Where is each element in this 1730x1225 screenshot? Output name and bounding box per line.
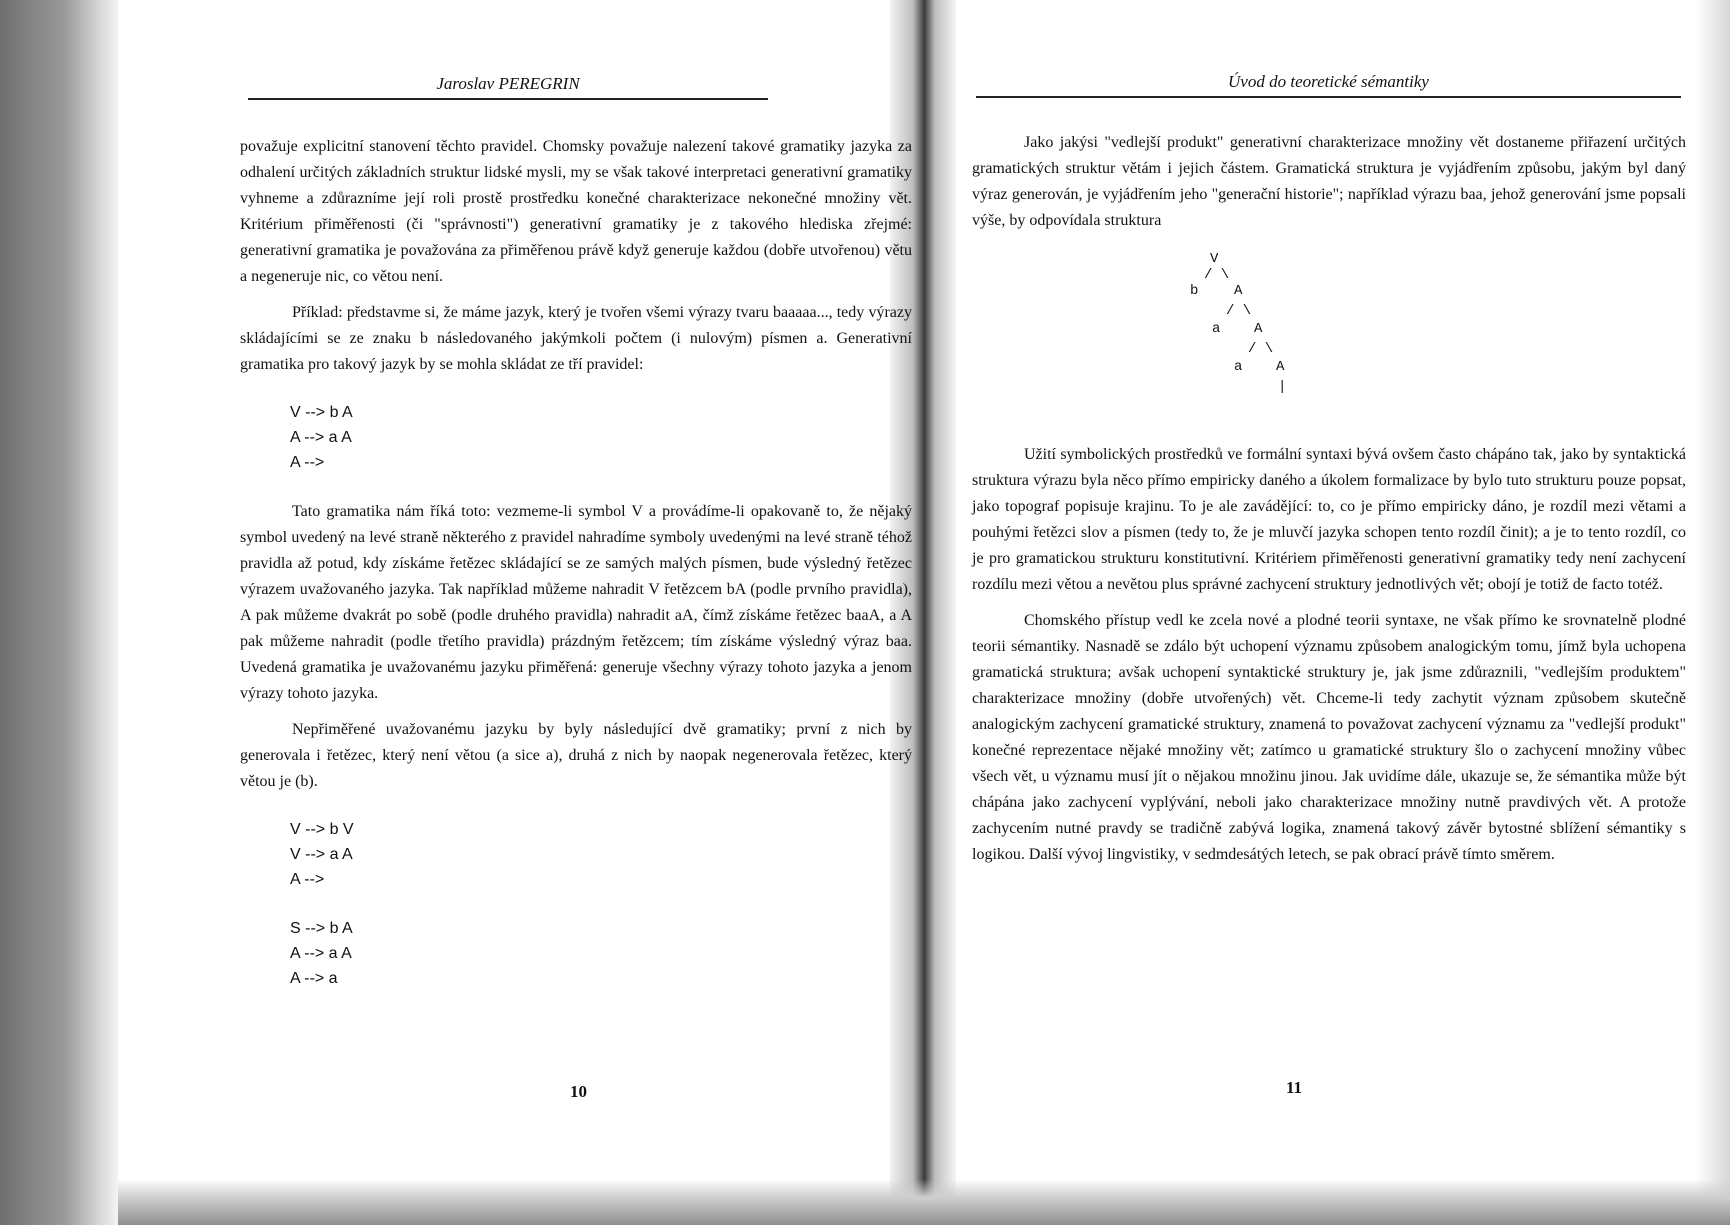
grammar-rule: A --> a A: [290, 429, 352, 446]
tree-node: a: [1234, 359, 1243, 375]
tree-branch: / \: [1248, 341, 1274, 357]
grammar-rule: A -->: [290, 454, 325, 471]
scan-shadow-right: [1696, 0, 1730, 1225]
right-body: [972, 130, 1686, 868]
paragraph: Tato gramatika nám říká toto: vezmeme-li symbol V a provádíme-li opakovaně to, že nějaký symbol uvedený na levé straně některého z pravidel nahradíme symboly uvedenými na levé straně téhož pravidla až potud, kdy získáme řetězec skládající se ze samých malých písmen, bude výsledný řetězec výrazem uvažovaného jazyka. Tak například můžeme nahradit V řetězcem bA (podle prvního pravidla), A pak můžeme dvakrát po sobě (podle druhého pravidla) nahradit aA, čímž získáme řetězec baaA, a A pak můžeme nahradit (podle třetího pravidla) prázdným řetězcem; tím získáme výsledný výraz baa. Uvedená gramatika je uvažovanému jazyku přiměřená: generuje všechny výrazy tohoto jazyka a jenom výrazy tohoto jazyka.: [240, 503, 912, 702]
grammar-rule: V --> b V: [290, 821, 354, 838]
right-head-rule: [976, 96, 1681, 98]
syntax-tree: [972, 246, 1686, 422]
scan-shadow-bottom: [118, 1179, 1730, 1225]
right-running-head: Úvod do teoretické sémantiky: [1228, 72, 1429, 91]
scan-shadow-left: [0, 0, 118, 1225]
grammar-rules-1: [290, 400, 912, 475]
paragraph: Užití symbolických prostředků ve formální syntaxi bývá ovšem často chápáno tak, jako by syntaktická struktura výrazu byla něco přímo empiricky daného a úkolem formalizace by bylo tuto strukturu pouze popsat, jako topograf popisuje krajinu. To je ale zavádějící: to, co je přímo empiricky dáno, je rozdíl mezi větami a pouhými řetězci slov a písmen (tedy to, že je mluvčí jazyka schopen tento rozdíl činit); a je to tento rozdíl, co je pro gramatickou strukturu konstitutivní. Kritériem přiměřenosti generativní gramatiky tedy není zachycení rozdílu mezi větou a nevětou plus správné zachycení struktury jednotlivých vět; obojí je totiž de facto totéž.: [972, 446, 1686, 593]
grammar-rule: V --> a A: [290, 846, 353, 863]
tree-branch: |: [1278, 379, 1287, 395]
left-head-rule: [248, 98, 768, 100]
grammar-rule: S --> b A: [290, 920, 353, 937]
grammar-rule: A -->: [290, 871, 325, 888]
paragraph: Nepřiměřené uvažovanému jazyku by byly následující dvě gramatiky; první z nich by generovala i řetězec, který není větou (a sice a), druhá z nich by naopak negenerovala řetězec, který větou je (b).: [240, 721, 912, 790]
right-page: [956, 0, 1696, 1180]
grammar-rule: V --> b A: [290, 404, 353, 421]
right-page-number: 11: [1286, 1078, 1303, 1097]
paragraph: Příklad: představme si, že máme jazyk, který je tvořen všemi výrazy tvaru baaaaa..., tedy výrazy skládajícími se ze znaku b následovaného jakýmkoli počtem (i nulovým) písmen a. Generativní gramatika pro takový jazyk by se mohla skládat ze tří pravidel:: [240, 304, 912, 373]
tree-node: A: [1234, 283, 1243, 299]
left-body: [240, 134, 912, 1015]
grammar-rule: A --> a: [290, 970, 338, 987]
tree-node: A: [1254, 321, 1263, 337]
left-page-number: 10: [570, 1082, 587, 1101]
paragraph: Chomského přístup vedl ke zcela nové a plodné teorii syntaxe, ne však přímo ke srovnatelně plodné teorii sémantiky. Nasnadě se zdálo být uchopení významu způsobem analogickým tomu, jímž byla uchopena gramatická struktura; avšak uchopení syntaktické struktury je, jak jsme zdůraznili, "vedlejším produktem" charakterizace množiny (dobře utvořených) vět. Chceme-li tedy zachytit význam způsobem skutečně analogickým zachycení gramatické struktury, znamená to považovat zachycení významu za "vedlejší produkt" konečné reprezentace nějaké množiny vět; zatímco u gramatické struktury šlo o zachycení množiny vůbec všech vět, u významu musí jít o nějakou množinu jinou. Jak uvidíme dále, ukazuje se, že sémantika může být chápána jako zachycení vyplývání, neboli jako charakterizace množiny nutně pravdivých vět. A protože zachycením nutné pravdy se tradičně zabývá logika, znamená takový závěr bytostné sblížení sémantiky s logikou. Další vývoj lingvistiky, v sedmdesátých letech, se pak obrací právě tímto směrem.: [972, 612, 1686, 863]
paragraph: považuje explicitní stanovení těchto pravidel. Chomsky považuje nalezení takové gramatiky jazyka za odhalení určitých základních struktur lidské mysli, my se však takové interpretaci generativní gramatiky vyhneme a zdůrazníme její roli prostě prostředku konečné charakterizace nekonečné množiny vět. Kritérium přiměřenosti (či "správnosti") generativní gramatiky je z takového hlediska zřejmé: generativní gramatika je považována za přiměřenou právě když generuje každou (dobře utvořenou) větu a negeneruje nic, co větou není.: [240, 138, 912, 285]
tree-node: a: [1212, 321, 1221, 337]
grammar-rule: A --> a A: [290, 945, 352, 962]
tree-node: A: [1276, 359, 1285, 375]
tree-branch: / \: [1204, 267, 1230, 283]
grammar-rules-2: [290, 817, 912, 892]
tree-node: V: [1210, 251, 1219, 267]
grammar-rules-3: [290, 916, 912, 991]
left-page: [118, 0, 912, 1180]
tree-branch: / \: [1226, 303, 1252, 319]
paragraph: Jako jakýsi "vedlejší produkt" generativní charakterizace množiny vět dostaneme přiřazení určitých gramatických struktur větám i jejich částem. Gramatická struktura je vyjádřením způsobu, jakým byl daný výraz generován, je vyjádřením jeho "generační historie"; například výrazu baa, jehož generování jsme popsali výše, by odpovídala struktura: [972, 134, 1686, 229]
tree-node: b: [1190, 283, 1199, 299]
left-running-head: Jaroslav PEREGRIN: [436, 74, 580, 93]
